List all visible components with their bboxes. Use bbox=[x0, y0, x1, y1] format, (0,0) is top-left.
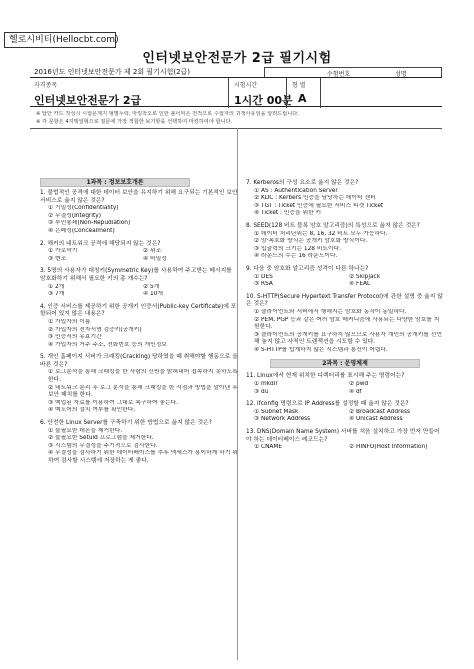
question-text: 4. 인증 서비스를 제공하기 위한 공개키 인증서(Public-key Certificate)에 포함되어 있지 않은 내용은? bbox=[40, 303, 237, 318]
question-item bbox=[246, 266, 444, 289]
answer-option: ① DES bbox=[254, 273, 273, 280]
left-question-column bbox=[40, 190, 238, 471]
answer-option: ① Subnet Mask bbox=[254, 408, 299, 415]
question-item bbox=[246, 294, 444, 355]
question-text: 9. 다음 중 암호화 알고리즘 성격이 다른 하나는? bbox=[246, 265, 369, 272]
answer-option: ② 암·복호화 방식은 공개키 암호화 방식이다. bbox=[254, 238, 368, 245]
answer-option: ① 가입자의 이름 bbox=[48, 318, 91, 325]
question-text: 8. SEED(128 비트 블록 암호 알고리즘)의 특성으로 옳지 않은 것은? bbox=[246, 222, 420, 229]
answer-option: ② Skipjack bbox=[349, 273, 381, 280]
answer-option: ② KDC : Kerbers 인증을 담당하는 데이터 센터 bbox=[254, 195, 376, 202]
answer-option: ④ S-HTTP를 탑재하지 않은 시스템과 통신이 어렵다. bbox=[254, 346, 388, 353]
answer-option: ③ TGT : Ticket 인증에 필요한 서비스 티켓 Ticket bbox=[254, 202, 384, 209]
site-logo: 헬로시비티(Hellocbt.com) bbox=[4, 32, 116, 48]
question-item bbox=[246, 373, 444, 396]
answer-option: ② pwd bbox=[349, 381, 369, 388]
answer-option: ② 가입자의 전자서명 검증키(공개키) bbox=[48, 326, 142, 333]
answer-option: ① CNAME bbox=[254, 444, 283, 451]
answer-option: ② PEM, PGP 등과 같은 여러 암호 메커니즘에 사용되는 다양한 암호를 지원한다. bbox=[254, 316, 440, 331]
answer-option: ③ 7개 bbox=[48, 291, 65, 298]
question-text: 10. S-HTTP(Secure Hypertext Transfer Protocol)에 관한 설명 중 옳지 않은 것은? bbox=[246, 293, 443, 308]
question-item bbox=[246, 429, 444, 452]
question-item bbox=[40, 420, 238, 466]
question-item bbox=[40, 268, 238, 298]
answer-option: ② 네트워크 분리 후 로그 분석을 통해 크래킹을 한 시점과 방법을 알아낸 후 보안 패치를 한다. bbox=[48, 384, 238, 399]
answer-option: ④ 비밀성 bbox=[143, 255, 167, 262]
answer-option: ④ 가입자의 거주 주소, 전화번호 등의 개인정보 bbox=[48, 341, 167, 348]
question-text: 12. ifconfig 명령으로 IP Address를 설정할 때 옳지 않은 것은? bbox=[246, 401, 409, 408]
time-label: 시험시간 bbox=[234, 82, 258, 89]
question-item bbox=[246, 401, 444, 424]
answer-option: ③ du bbox=[254, 388, 269, 395]
answer-option: ① 가로막기 bbox=[48, 248, 78, 255]
question-text: 6. 안전한 Linux Server를 구축하기 위한 방법으로 옳지 않은 것은? bbox=[40, 420, 212, 427]
answer-option: ③ 인증서의 유효기간 bbox=[48, 334, 102, 341]
answer-option: ④ 은폐성(Concealment) bbox=[48, 227, 115, 234]
section-heading: 2과목 : 운영체제 bbox=[270, 359, 420, 368]
section-heading: 1과목 : 정보보호개론 bbox=[40, 178, 190, 187]
question-text: 1. 불법적인 공격에 대한 데이터 보안을 유지하기 위해 요구되는 기본적인 보안 서비스로 옳지 않은 것은? bbox=[40, 190, 238, 204]
exam-subtitle: 2016년도 인터넷보안전문가 제 2회 필기시험(2급) bbox=[34, 68, 191, 76]
question-text: 2. 해커의 네트워크 공격에 해당되지 않는 것은? bbox=[40, 240, 161, 247]
question-text: 3. 5명의 사용자가 대칭키(Symmetric Key)를 사용하여 주고받는 메시지를 암호화하기 위해서 필요한 키의 총 개수는? bbox=[40, 268, 232, 282]
right-question-column bbox=[246, 180, 444, 457]
question-text: 7. Kerberos의 구성 요소로 옳지 않은 것은? bbox=[246, 180, 359, 186]
type-value: A bbox=[298, 92, 307, 105]
answer-option: ① 불필요한 데몬을 제거한다. bbox=[48, 427, 123, 434]
answer-option: ④ FEAL bbox=[349, 281, 371, 288]
answer-option: ② Broadcast Address bbox=[349, 408, 411, 415]
question-item bbox=[40, 354, 238, 415]
time-value: 1시간 00분 bbox=[234, 94, 293, 107]
answer-option: ④ df bbox=[349, 388, 362, 395]
answer-option: ① 2개 bbox=[48, 283, 65, 290]
qual-label: 자격종목 bbox=[34, 82, 58, 89]
exam-header-table bbox=[30, 77, 442, 107]
answer-option: ② 5개 bbox=[143, 283, 160, 290]
exam-notes bbox=[36, 111, 446, 126]
answer-option: ① mkdir bbox=[254, 381, 278, 388]
answer-option: ② 불필요한 Setuid 프로그램을 제거한다. bbox=[48, 435, 154, 442]
exam-id-label: 수험번호 bbox=[327, 71, 351, 78]
question-item bbox=[246, 180, 444, 218]
answer-option: ③ Network Address bbox=[254, 416, 311, 423]
question-item bbox=[40, 241, 238, 264]
type-label: 형 별 bbox=[292, 82, 306, 89]
question-text: 13. DNS(Domain Name System) 서버를 처음 설치하고 가장 먼저 만들어야 하는 데이터베이스 레코드는? bbox=[246, 429, 440, 443]
answer-option: ③ RSA bbox=[254, 281, 273, 288]
answer-option: ① 기밀성(Confidentiality) bbox=[48, 205, 119, 212]
answer-option: ① 클라이언트와 서버에서 행해지는 암호화 동작이 동일하다. bbox=[254, 308, 407, 315]
question-item bbox=[40, 190, 238, 236]
note-line: ※ 각 문항은 4지택일형으로 질문에 가장 적합한 보기항을 선택하여 마킹하여야 합니다. bbox=[36, 118, 233, 125]
answer-option: ④ Ticket : 인증을 위한 키 bbox=[254, 210, 322, 217]
answer-option: ③ 부인봉쇄(Non-Repudiation) bbox=[48, 220, 131, 227]
answer-option: ④ 라운드의 수는 16 라운드이다. bbox=[254, 253, 338, 260]
question-text: 5. 개인 홈페이지 서버가 크래킹(Cracking) 당하였을 때 취해야할 행동으로 올바른 것은? bbox=[40, 354, 238, 368]
answer-option: ② 무결성(Integrity) bbox=[48, 212, 101, 219]
answer-option: ③ 변조 bbox=[48, 255, 67, 262]
question-text: 11. Linux에서 현재 위치한 디렉터리를 표시해 주는 명령어는? bbox=[246, 373, 405, 380]
answer-option: ③ 백업된 자료를 이용하여 그대로 복구하여 놓는다. bbox=[48, 399, 179, 406]
name-label: 성명 bbox=[395, 71, 407, 78]
exam-title: 인터넷보안전문가 2급 필기시험 bbox=[142, 51, 332, 66]
answer-option: ④ 10개 bbox=[143, 291, 164, 298]
qual-value: 인터넷보안전문가 2급 bbox=[34, 94, 142, 107]
answer-option: ① 로그분석을 통해 크래킹을 한 사람의 신원을 밝혀내어 접속하지 못하도록 한다. bbox=[48, 369, 238, 384]
answer-option: ④ Unicast Address bbox=[349, 416, 403, 423]
answer-option: ③ 입출력의 크기는 128 비트이다. bbox=[254, 245, 342, 252]
answer-option: ① 데이터 처리단위는 8, 16, 32 비트 모두 가능하다. bbox=[254, 230, 388, 237]
answer-option: ② 위조 bbox=[143, 248, 162, 255]
question-item bbox=[246, 223, 444, 261]
answer-option: ② HINFO(Host Information) bbox=[349, 444, 428, 451]
note-line: ※ 답안 카드 작성시 시험문제지 형별누락, 마킹착오로 인한 불이익은 전적으로 수험자의 귀책사유임을 알려드립니다. bbox=[36, 111, 299, 117]
answer-option: ③ 클라이언트의 공개키를 요구하지 않으므로 사용자 개인의 공개키를 선언해 놓지 않고 사적인 트랜잭션을 시도할 수 있다. bbox=[254, 331, 442, 346]
answer-option: ④ 무결성을 검사하기 위한 데이터베이스를 추후 액세스가 용이하게 하기 위하여 검사할 시스템에 저장하는 게 좋다. bbox=[48, 450, 238, 464]
answer-option: ③ 시스템의 무결성을 주기적으로 검사한다. bbox=[48, 442, 158, 449]
answer-option: ① AS : Authentication Server bbox=[254, 187, 338, 194]
answer-option: ④ 백도어의 설치 여부를 확인한다. bbox=[48, 407, 136, 414]
question-item bbox=[40, 304, 238, 350]
